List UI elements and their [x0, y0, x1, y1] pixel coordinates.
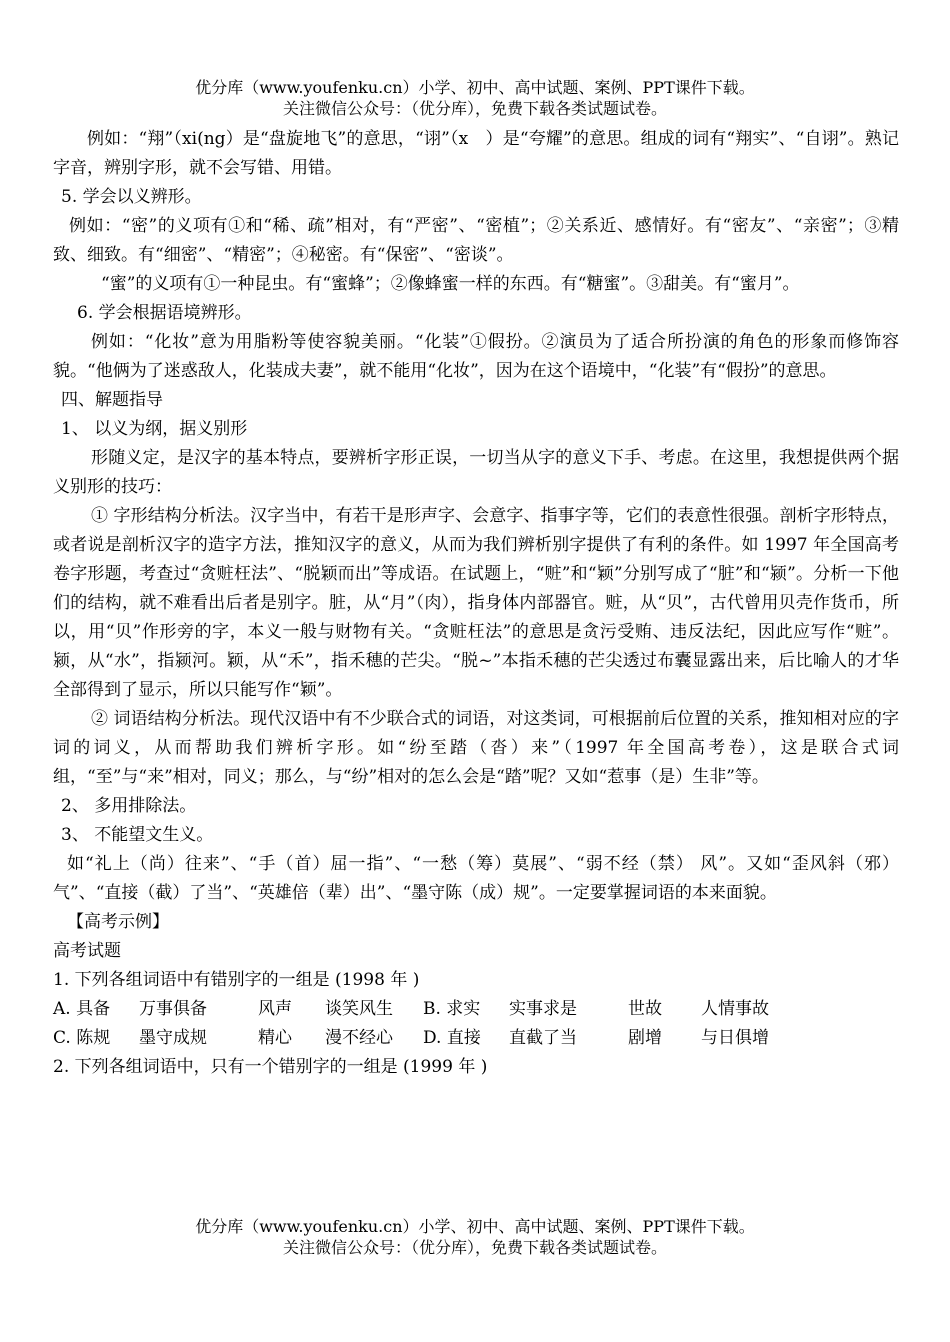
choice-a-word-2: 万事俱备 [139, 999, 207, 1019]
footer-line-2: 关注微信公众号：（优分库），免费下载各类试题试卷。 [282, 1238, 667, 1257]
paragraph-example-huazhuang: 例如：“化妆”意为用脂粉等使容貌美丽。“化装”①假扮。②演员为了适合所扮演的角色的形象而修饰容貌。“他俩为了迷惑敌人，化装成夫妻”，就不能用“化妆”，因为在这个语境中，“化装”有“假扮”的意思。 [53, 332, 899, 381]
exam-examples-heading: 【高考示例】 [67, 912, 169, 932]
paragraph-example-mi-honey: “蜜”的义项有①一种昆虫。有“蜜蜂”；②像蜂蜜一样的东西。有“糖蜜”。③甜美。有“蜜月”。 [101, 274, 800, 294]
choice-a-label: A. 具备 [53, 999, 111, 1019]
choice-d-word-3: 剧增 [628, 1028, 662, 1048]
choice-d-word-2: 直截了当 [509, 1028, 577, 1048]
choice-b-label: B. 求实 [423, 999, 481, 1019]
footer-line-1: 优分库（www.youfenku.cn）小学、初中、高中试题、案例、PPT课件下载。 [195, 1217, 755, 1236]
choice-b-word-4: 人情事故 [701, 999, 769, 1019]
question-2: 2. 下列各组词语中，只有一个错别字的一组是 (1999 年 ) [53, 1057, 488, 1077]
exam-questions-heading: 高考试题 [53, 941, 121, 961]
page-footer [0, 1216, 950, 1258]
paragraph-form-follows-meaning: 形随义定，是汉字的基本特点，要辨析字形正误，一切当从字的意义下手、考虑。在这里，我想提供两个据义别形的技巧： [53, 448, 899, 497]
header-line-1: 优分库（www.youfenku.cn）小学、初中、高中试题、案例、PPT课件下载。 [195, 78, 755, 97]
header-line-2: 关注微信公众号：（优分库），免费下载各类试题试卷。 [282, 99, 667, 118]
choice-c-label: C. 陈规 [53, 1028, 111, 1048]
choice-d-word-4: 与日俱增 [701, 1028, 769, 1048]
paragraph-idiom-examples: 如“礼上（尚）往来”、“手（首）屈一指”、“一愁（筹）莫展”、“弱不经（禁） 风”。又如“歪风斜（邪）气”、“直接（截）了当”、“英雄倍（辈）出”、“墨守陈（成）规”。一定要掌握词语的本来面貌。 [53, 854, 899, 903]
choice-d-label: D. 直接 [423, 1028, 481, 1048]
choice-b-word-3: 世故 [628, 999, 662, 1019]
guide-2-heading: 2、 多用排除法。 [61, 796, 197, 816]
item-6-heading: 6. 学会根据语境辨形。 [77, 303, 252, 323]
paragraph-character-structure-method: ① 字形结构分析法。汉字当中，有若干是形声字、会意字、指事字等，它们的表意性很强。剖析字形特点，或者说是剖析汉字的造字方法，推知汉字的意义，从而为我们辨析别字提供了有利的条件。如 1997 年全国高考卷字形题，考查过“贪赃枉法”、“脱颖而出”等成语。在试题上，“赃”和“颖”分别写成了“脏”和“颍”。分析一下他们的结构，就不难看出后者是别字。脏，从“月”（肉），指身体内部器官。赃，从“贝”，古代曾用贝壳作货币，所以，用“贝”作形旁的字，本义一般与财物有关。“贪赃枉法”的意思是贪污受贿、违反法纪，因此应写作“赃”。颍，从“水”，指颍河。颖，从“禾”，指禾穗的芒尖。“脱~”本指禾穗的芒尖透过布囊显露出来，后比喻人的才华全部得到了显示，所以只能写作“颖”。 [53, 506, 899, 700]
choice-c-word-3: 精心 [258, 1028, 292, 1048]
section-4-heading: 四、解题指导 [61, 390, 163, 410]
question-1-choices-ab [53, 995, 899, 1024]
guide-3-heading: 3、 不能望文生义。 [61, 825, 214, 845]
guide-1-heading: 1、 以义为纲，据义别形 [61, 419, 248, 439]
item-5-heading: 5. 学会以义辨形。 [61, 187, 202, 207]
choice-a-word-3: 风声 [258, 999, 292, 1019]
question-1: 1. 下列各组词语中有错别字的一组是 (1998 年 ) [53, 970, 420, 990]
choice-c-word-4: 漫不经心 [325, 1028, 393, 1048]
choice-b-word-2: 实事求是 [509, 999, 577, 1019]
choice-a-word-4: 谈笑风生 [325, 999, 393, 1019]
paragraph-example-xiang: 例如：“翔”（xi(ng）是“盘旋地飞”的意思，“诩”（x ）是“夸耀”的意思。组成的词有“翔实”、“自诩”。熟记字音，辨别字形，就不会写错、用错。 [53, 129, 899, 178]
question-1-choices-cd [53, 1024, 899, 1053]
page-header [0, 77, 950, 119]
document-body [53, 125, 899, 1082]
paragraph-example-mi-secret: 例如：“密”的义项有①和“稀、疏”相对，有“严密”、“密植”；②关系近、感情好。有“密友”、“亲密”；③精致、细致。有“细密”、“精密”；④秘密。有“保密”、“密谈”。 [53, 216, 899, 265]
paragraph-word-structure-method: ② 词语结构分析法。现代汉语中有不少联合式的词语，对这类词，可根据前后位置的关系，推知相对应的字词的词义，从而帮助我们辨析字形。如“纷至踏（沓）来”（1997 年全国高考卷），这是联合式词组，“至”与“来”相对，同义；那么，与“纷”相对的怎么会是“踏”呢？又如“惹事（是）生非”等。 [53, 709, 899, 787]
choice-c-word-2: 墨守成规 [139, 1028, 207, 1048]
